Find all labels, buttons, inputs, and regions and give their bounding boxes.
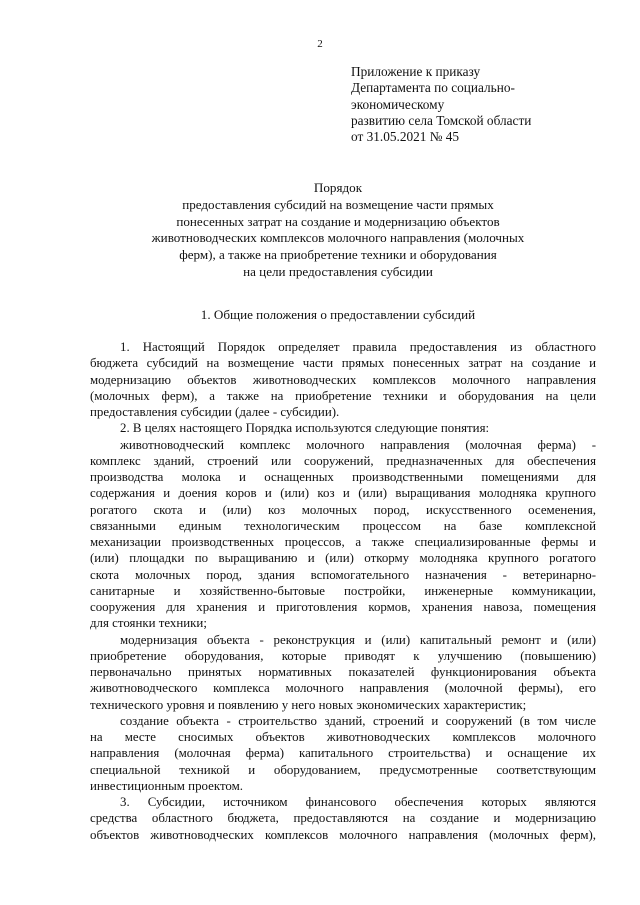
body-line: технического уровня и появлению у него новых экономических характеристик; bbox=[90, 697, 527, 712]
body-line: инвестиционным проектом. bbox=[90, 778, 243, 793]
body-line: средства областного бюджета, предоставляются на создание и модернизацию bbox=[90, 811, 596, 826]
body-line: 2. В целях настоящего Порядка используются следующие понятия: bbox=[120, 421, 490, 436]
body-line: (молочных ферм), а также на приобретение техники и оборудования на цели bbox=[90, 388, 596, 403]
body-line: животноводческий комплекс молочного направления (молочная ферма) - bbox=[120, 437, 596, 452]
appendix-reference bbox=[351, 64, 621, 145]
body-line: на месте сносимых объектов животноводческих комплексов молочного bbox=[90, 730, 596, 744]
title-line: Порядок bbox=[313, 180, 363, 195]
body-line: объектов животноводческих комплексов молочного направления (молочных ферм), bbox=[90, 827, 596, 842]
body-line: специальной техникой и оборудованием, предусмотренные соответствующим bbox=[90, 762, 596, 777]
body-line: рогатого скота и (или) коз молочных пород, искусственного осеменения, bbox=[90, 502, 596, 517]
title-line: понесенных затрат на создание и модернизацию объектов bbox=[176, 213, 500, 229]
appendix-line: Приложение к приказу bbox=[351, 64, 481, 79]
section-heading: 1. Общие положения о предоставлении субсидий bbox=[200, 307, 476, 322]
body-line: предоставления субсидии (далее - субсидии). bbox=[90, 405, 340, 419]
body-line: производства молока и оснащенных производственными помещениями для bbox=[90, 470, 596, 484]
body-line: содержания и доения коров и (или) коз и (или) выращивания молодняка крупного bbox=[90, 486, 596, 501]
body-line: для стоянки техники; bbox=[90, 616, 207, 631]
body-line: создание объекта - строительство зданий, строений и сооружений (в том числе bbox=[120, 713, 596, 728]
body-line: механизации производственных процессов, а также специализированные фермы и bbox=[90, 535, 596, 549]
appendix-line: Департамента по социально- bbox=[351, 80, 515, 96]
body-line: связанными единым технологическим процессом на базе комплексной bbox=[90, 518, 596, 533]
appendix-line: от 31.05.2021 № 45 bbox=[351, 129, 460, 145]
body-line: скота молочных пород, здания вспомогательного назначения - ветеринарно- bbox=[90, 567, 596, 582]
body-line: первоначально принятых нормативных показателей функционирования объекта bbox=[90, 665, 596, 679]
body-line: (или) площадки по выращиванию и (или) откорму молодняка крупного рогатого bbox=[90, 551, 596, 566]
body-line: модернизацию объектов животноводческих комплексов молочного направления bbox=[90, 372, 596, 387]
body-line: комплекс зданий, строений или сооружений, предназначенных для обеспечения bbox=[90, 453, 596, 468]
body-line: 1. Настоящий Порядок определяет правила предоставления из областного bbox=[120, 340, 596, 354]
document-title bbox=[80, 180, 596, 281]
title-line: на цели предоставления субсидии bbox=[243, 263, 433, 279]
body-line: приобретение оборудования, которые приводят к улучшению (повышению) bbox=[90, 648, 596, 663]
title-line: ферм), а также на приобретение техники и оборудования bbox=[179, 247, 497, 263]
title-line: предоставления субсидий на возмещение части прямых bbox=[182, 196, 494, 212]
body-line: животноводческого комплекса молочного направления (молочной фермы), его bbox=[90, 681, 596, 696]
appendix-line: развитию села Томской области bbox=[351, 112, 532, 128]
body-line: модернизация объекта - реконструкция и (или) капитальный ремонт и (или) bbox=[120, 632, 596, 647]
body-line: сооружения для хранения и приготовления кормов, хранения навоза, помещения bbox=[90, 600, 596, 614]
body-line: 3. Субсидии, источником финансового обеспечения которых являются bbox=[120, 795, 596, 809]
body-line: санитарные и хозяйственно-бытовые постройки, инженерные коммуникации, bbox=[90, 583, 596, 598]
body-text bbox=[90, 339, 596, 843]
title-line: животноводческих комплексов молочного направления (молочных bbox=[151, 230, 525, 246]
body-line: бюджета субсидий на возмещение части прямых понесенных затрат на создание и bbox=[90, 356, 596, 371]
body-line: направления (молочная ферма) капитального строительства) и оснащение их bbox=[90, 746, 596, 761]
appendix-line: экономическому bbox=[351, 96, 445, 112]
page-number: 2 bbox=[317, 38, 323, 50]
